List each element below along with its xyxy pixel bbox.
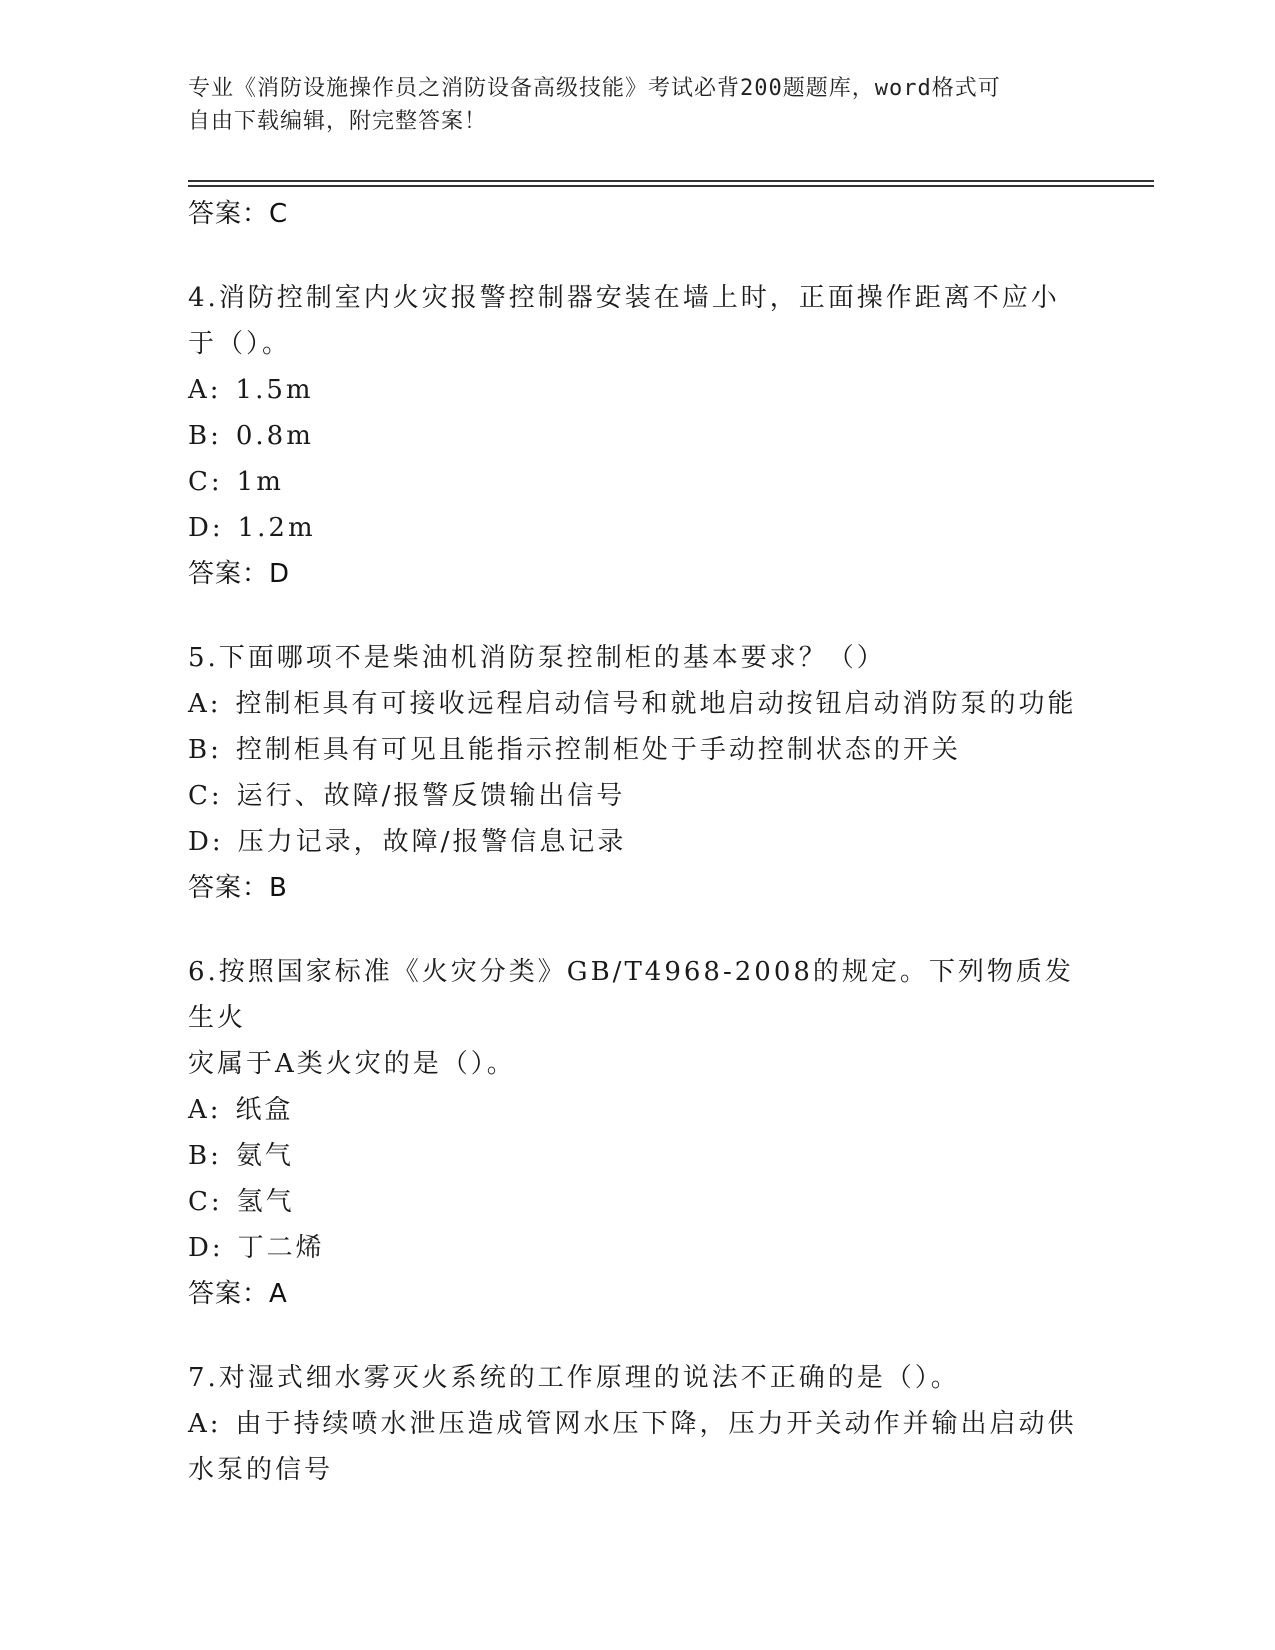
answer-q4: 答案：D: [188, 559, 291, 589]
option-text: 氨气: [235, 1141, 294, 1171]
option-text: 控制柜具有可见且能指示控制柜处于手动控制状态的开关: [235, 735, 961, 765]
option-text: 丁二烯: [237, 1233, 325, 1263]
option-key: D:: [188, 1233, 224, 1263]
question-7-option-a-continuation: 水泵的信号: [188, 1455, 334, 1485]
option-key: B:: [188, 735, 222, 765]
option-text: 压力记录，故障/报警信息记录: [237, 827, 627, 857]
option-key: B:: [188, 421, 222, 451]
question-6-option-b: [188, 1133, 1088, 1179]
option-text: 由于持续喷水泄压造成管网水压下降，压力开关动作并输出启动供: [235, 1409, 1077, 1439]
question-6-stem-line-2: 灾属于A类火灾的是（）。: [188, 1049, 516, 1079]
answer-q6: 答案：A: [188, 1279, 288, 1309]
header-line-1: 专业《消防设施操作员之消防设备高级技能》考试必背200题题库，word格式可: [188, 76, 1001, 101]
question-6-option-c: [188, 1179, 1088, 1225]
option-key: A:: [188, 375, 222, 405]
question-5-stem: 5.下面哪项不是柴油机消防泵控制柜的基本要求？（）: [188, 643, 886, 673]
option-key: A:: [188, 1095, 222, 1125]
option-text: 控制柜具有可接收远程启动信号和就地启动按钮启动消防泵的功能: [235, 689, 1077, 719]
question-4: [188, 275, 1088, 597]
option-key: C:: [188, 781, 223, 811]
question-5: [188, 635, 1088, 911]
option-text: 1.2m: [237, 513, 316, 543]
question-7: [188, 1355, 1088, 1493]
option-text: 1.5m: [235, 375, 314, 405]
question-5-option-c: [188, 773, 1088, 819]
header-divider-bottom: [188, 185, 1154, 187]
question-5-option-d: [188, 819, 1088, 865]
question-4-option-d: [188, 505, 1088, 551]
document-header: [188, 72, 1068, 138]
option-key: C:: [188, 467, 223, 497]
question-6-option-d: [188, 1225, 1088, 1271]
question-5-option-a: [188, 681, 1088, 727]
question-6-option-a: [188, 1087, 1088, 1133]
option-text: 氢气: [236, 1187, 295, 1217]
option-text: 1m: [236, 467, 284, 497]
question-7-option-a: [188, 1401, 1088, 1447]
option-key: B:: [188, 1141, 222, 1171]
question-4-stem-line-2: 于（）。: [188, 329, 292, 359]
option-key: D:: [188, 513, 224, 543]
document-body: [188, 191, 1088, 1493]
option-text: 纸盒: [235, 1095, 294, 1125]
question-4-stem-line-1: 4.消防控制室内火灾报警控制器安装在墙上时，正面操作距离不应小: [188, 283, 1060, 313]
header-line-2: 自由下载编辑，附完整答案！: [188, 109, 488, 134]
question-6-stem-line-1: 6.按照国家标准《火灾分类》GB/T4968-2008的规定。下列物质发生火: [188, 957, 1074, 1033]
option-key: A:: [188, 689, 222, 719]
option-text: 0.8m: [235, 421, 314, 451]
option-key: A:: [188, 1409, 222, 1439]
answer-q5: 答案：B: [188, 873, 288, 903]
option-key: C:: [188, 1187, 223, 1217]
question-4-option-a: [188, 367, 1088, 413]
answer-q3: 答案：C: [188, 199, 289, 229]
question-4-option-c: [188, 459, 1088, 505]
header-divider-top: [188, 180, 1154, 182]
question-5-option-b: [188, 727, 1088, 773]
question-7-stem: 7.对湿式细水雾灭火系统的工作原理的说法不正确的是（）。: [188, 1363, 960, 1393]
option-key: D:: [188, 827, 224, 857]
option-text: 运行、故障/报警反馈输出信号: [236, 781, 626, 811]
question-6: [188, 949, 1088, 1317]
question-4-option-b: [188, 413, 1088, 459]
